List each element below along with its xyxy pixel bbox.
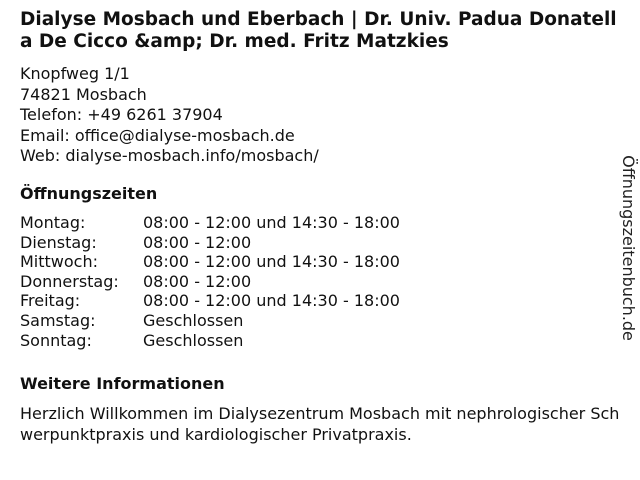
hours-row <box>20 331 400 351</box>
street-address: Knopfweg 1/1 <box>20 64 130 83</box>
hours-value: 08:00 - 12:00 <box>143 232 252 252</box>
opening-hours-table <box>20 213 400 350</box>
day-label: Montag: <box>20 213 86 232</box>
hours-row <box>20 291 400 311</box>
day-label: Samstag: <box>20 310 96 330</box>
hours-value: Geschlossen <box>143 310 244 330</box>
day-label: Dienstag: <box>20 232 97 252</box>
hours-row <box>20 233 400 253</box>
hours-row <box>20 311 400 331</box>
hours-row <box>20 252 400 272</box>
page-title: Dialyse Mosbach und Eberbach | Dr. Univ. Padua Donatella De Cicco &amp; Dr. med. Fritz Matzkies <box>20 9 617 52</box>
hours-row <box>20 272 400 292</box>
email-address: Email: office@dialyse-mosbach.de <box>20 125 295 145</box>
hours-value: 08:00 - 12:00 <box>143 271 252 291</box>
further-info-heading: Weitere Informationen <box>20 374 225 393</box>
website-url: Web: dialyse-mosbach.info/mosbach/ <box>20 146 319 165</box>
hours-value: 08:00 - 12:00 und 14:30 - 18:00 <box>143 252 400 272</box>
hours-row <box>20 213 400 233</box>
site-watermark: Öffnungszeitenbuch.de <box>619 155 638 341</box>
opening-hours-heading: Öffnungszeiten <box>20 184 158 203</box>
further-info-text: Herzlich Willkommen im Dialysezentrum Mosbach mit nephrologischer Schwerpunktpraxis und kardiologischer Privatpraxis. <box>20 404 620 444</box>
day-label: Donnerstag: <box>20 271 119 291</box>
postal-city: 74821 Mosbach <box>20 84 147 104</box>
day-label: Freitag: <box>20 291 81 311</box>
hours-value: 08:00 - 12:00 und 14:30 - 18:00 <box>143 291 400 311</box>
hours-value: 08:00 - 12:00 und 14:30 - 18:00 <box>143 213 400 232</box>
hours-value: Geschlossen <box>143 330 244 350</box>
phone-number: Telefon: +49 6261 37904 <box>20 105 223 124</box>
day-label: Mittwoch: <box>20 252 98 272</box>
address-block <box>20 64 319 167</box>
day-label: Sonntag: <box>20 330 92 350</box>
